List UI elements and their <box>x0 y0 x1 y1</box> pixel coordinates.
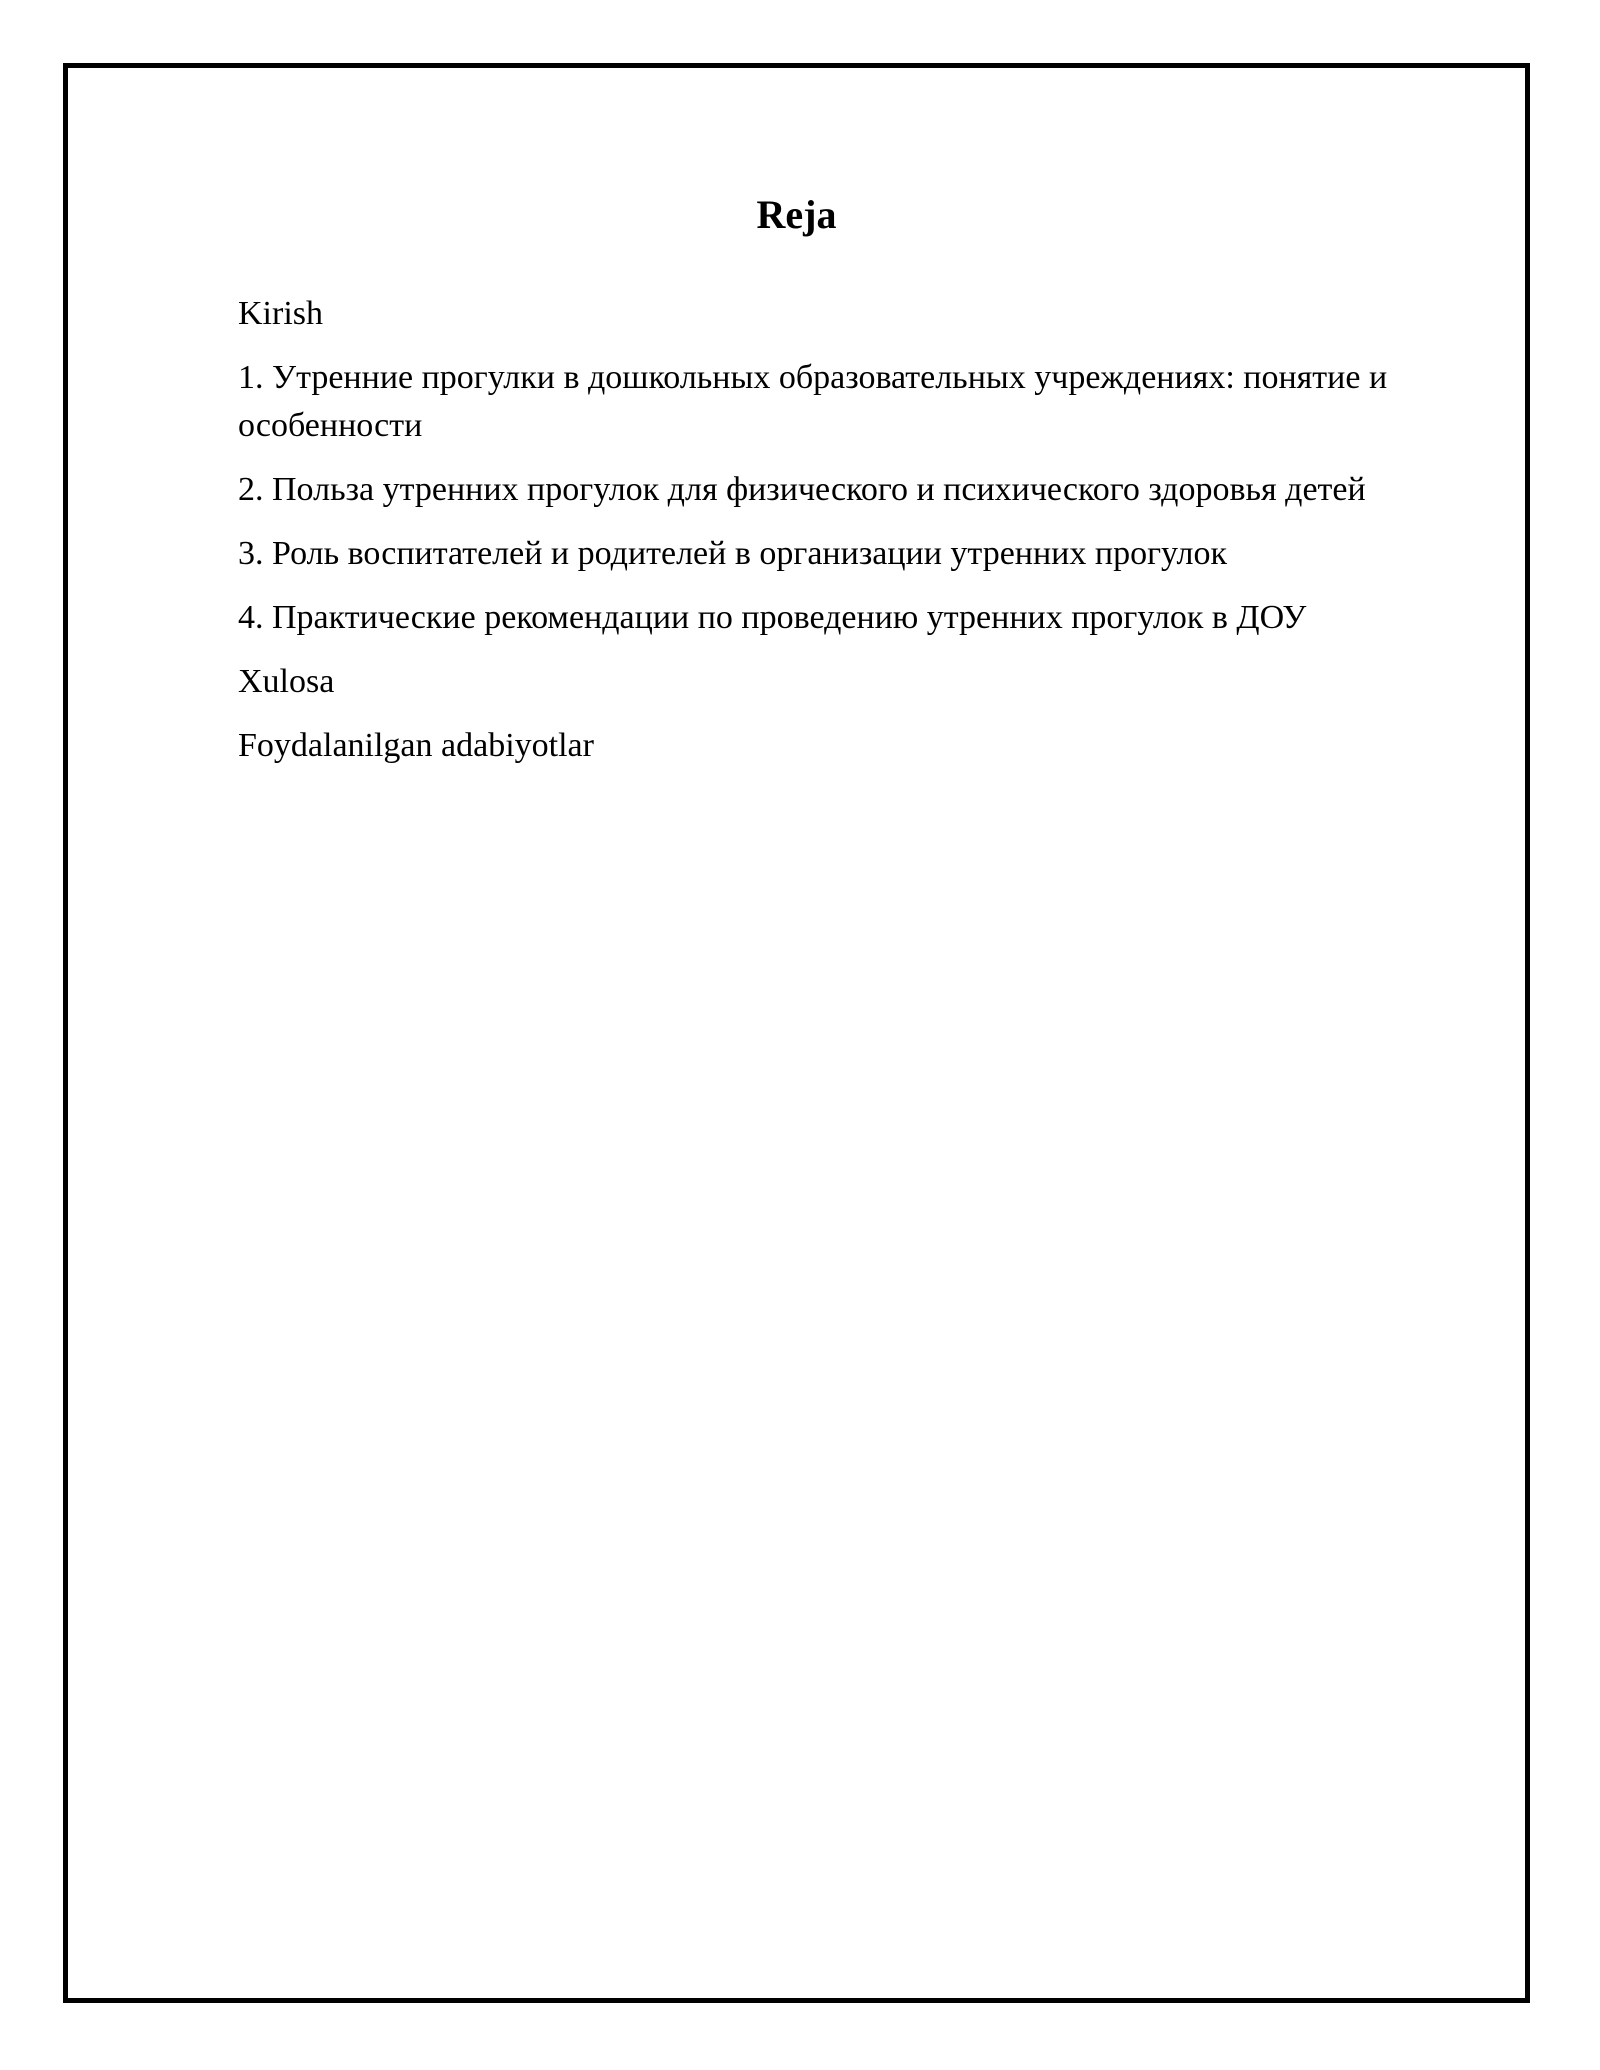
page-border <box>63 63 1530 2003</box>
toc-item-chapter-3: 3. Роль воспитателей и родителей в организации утренних прогулок <box>238 535 1228 572</box>
toc-item-conclusion: Xulosa <box>238 663 335 700</box>
page-title: Reja <box>756 192 837 237</box>
toc-item-chapter-4: 4. Практические рекомендации по проведению утренних прогулок в ДОУ <box>238 599 1307 636</box>
toc-item-chapter-1: 1. Утренние прогулки в дошкольных образовательных учреждениях: понятие и особенности <box>238 359 1388 444</box>
toc-item-chapter-2: 2. Польза утренних прогулок для физического и психического здоровья детей <box>238 471 1366 508</box>
toc-item-references: Foydalanilgan adabiyotlar <box>238 727 594 764</box>
table-of-contents <box>238 290 1438 786</box>
toc-item-introduction: Kirish <box>238 295 323 332</box>
